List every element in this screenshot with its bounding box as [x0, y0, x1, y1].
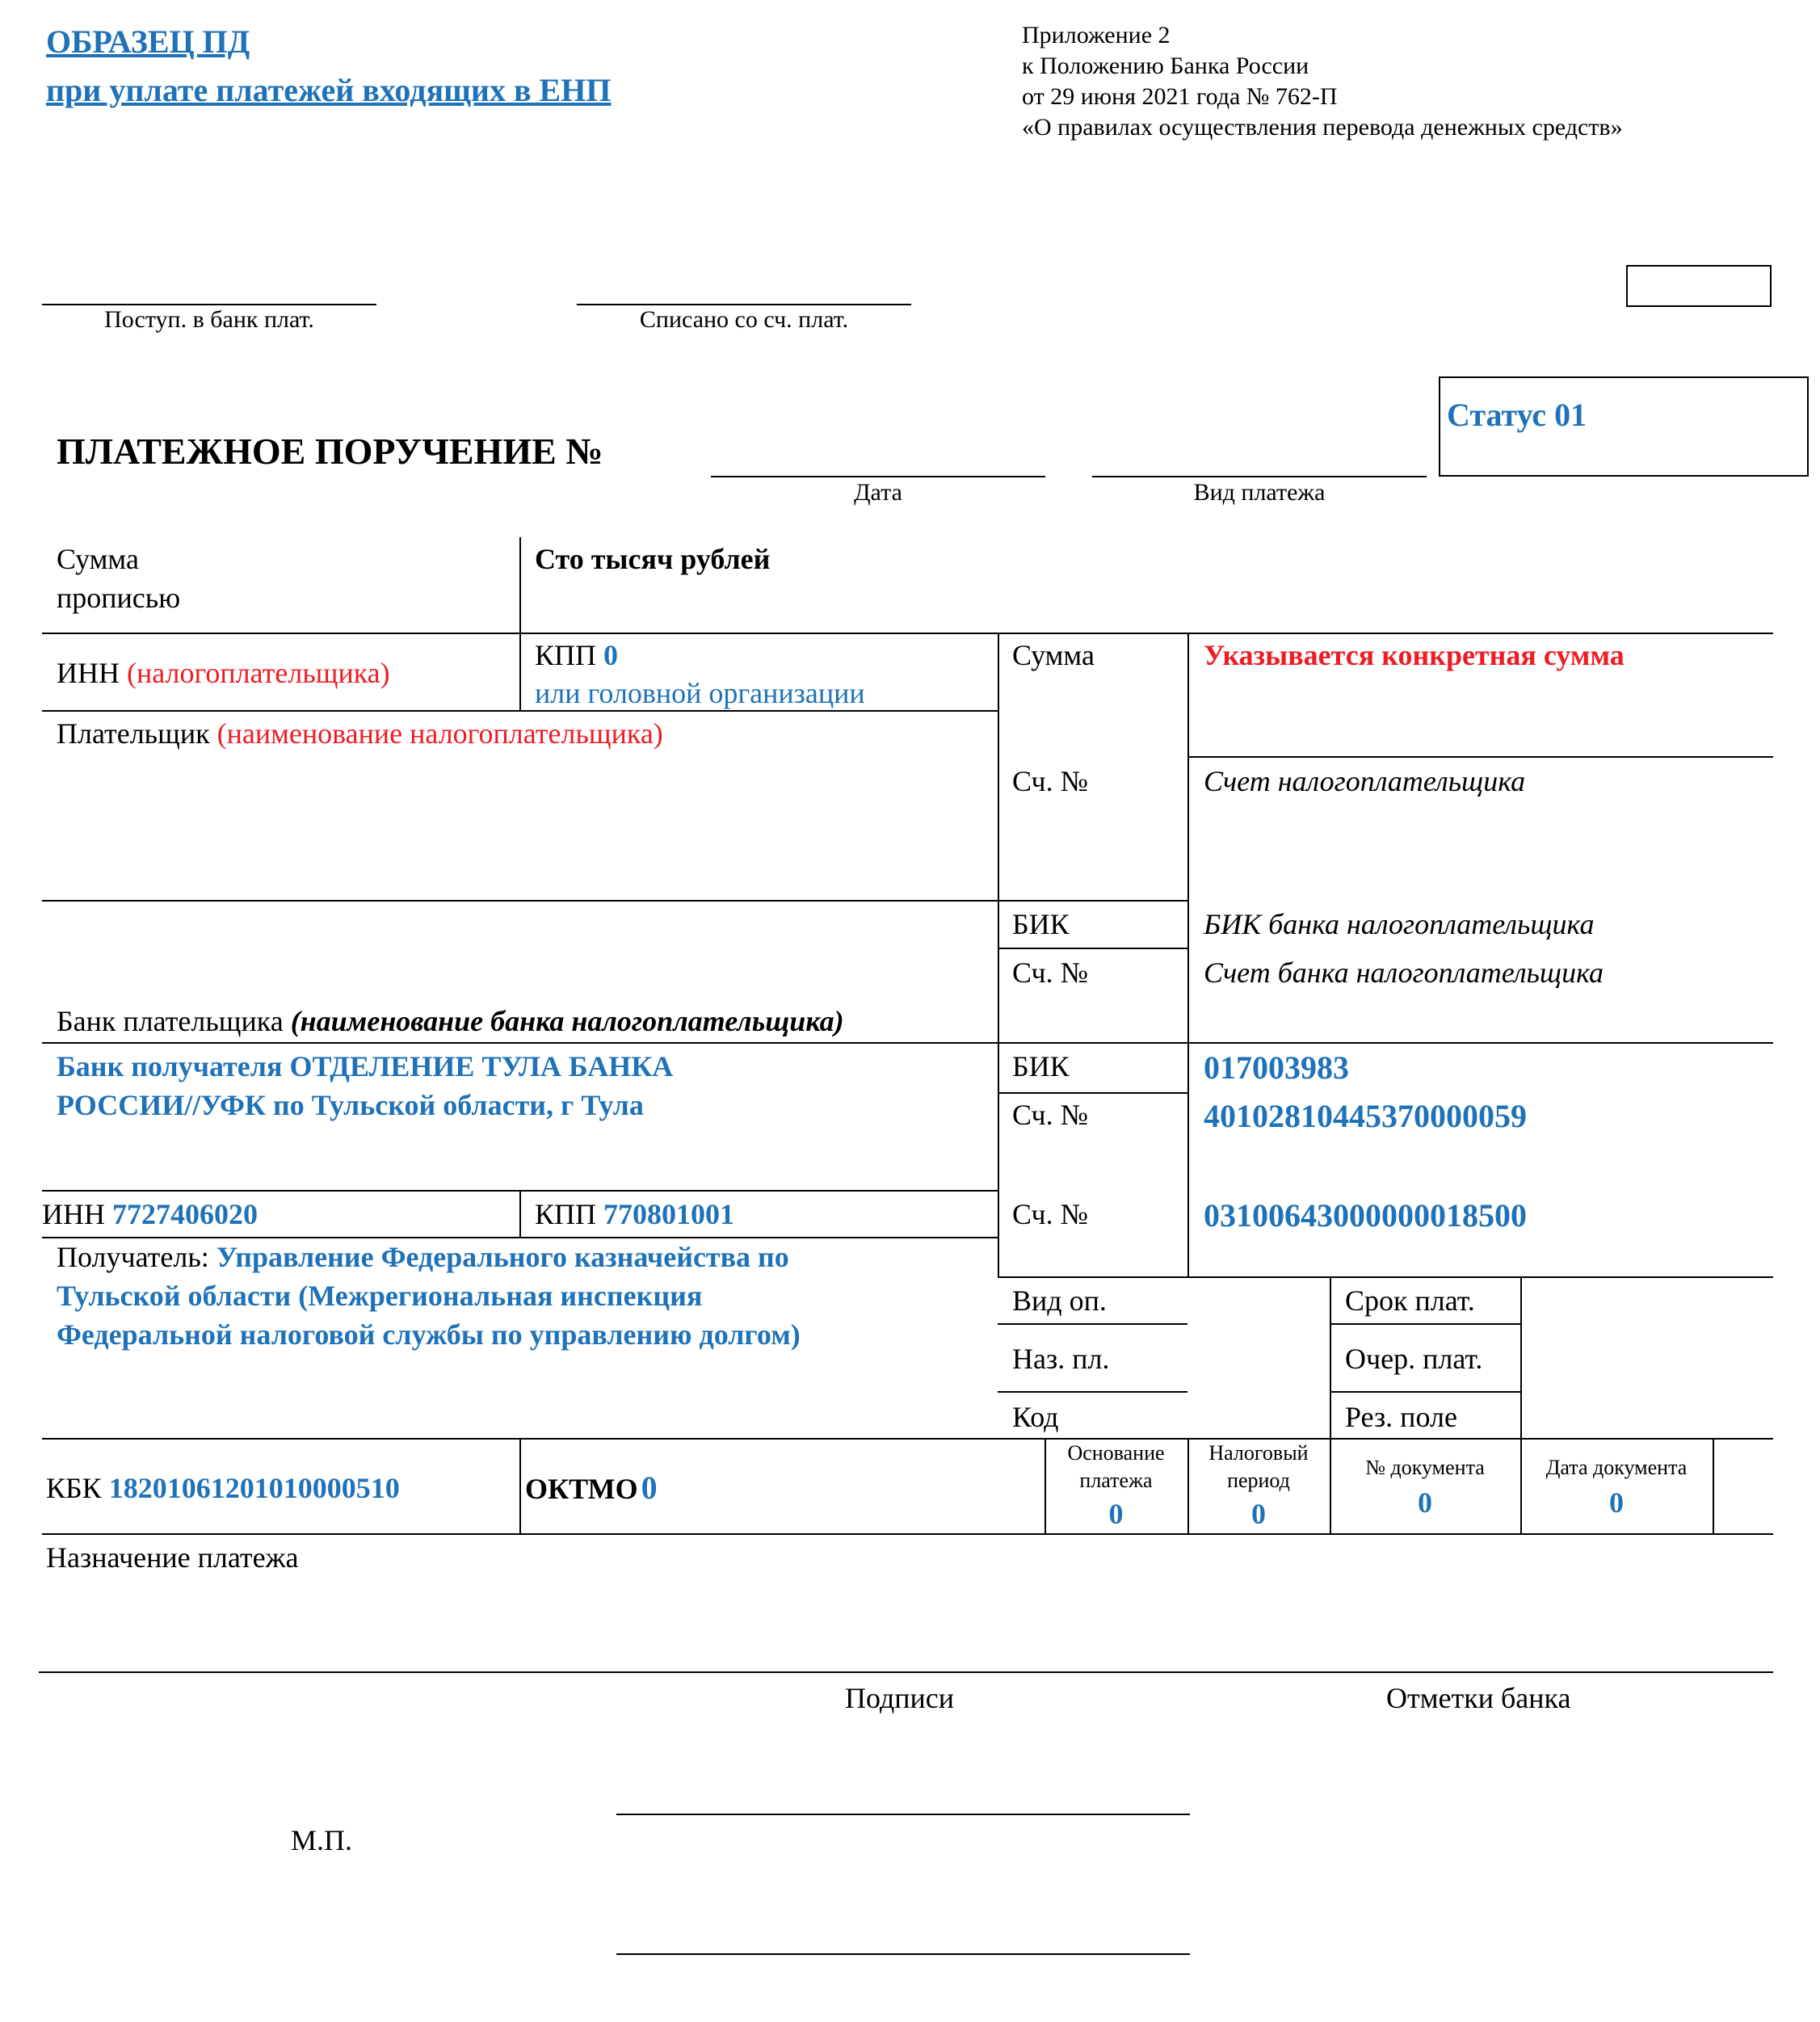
grid-line [42, 1533, 1773, 1535]
payer-kpp-label: КПП [535, 639, 597, 671]
signature-line-1[interactable] [616, 1814, 1190, 1815]
recipient-name-field[interactable] [57, 1239, 789, 1275]
recipient-kpp-field[interactable] [535, 1196, 734, 1232]
kbk-value: 18201061201010000510 [108, 1472, 400, 1504]
received-label: Поступ. в банк плат. [104, 306, 314, 333]
recipient-inn-field[interactable] [42, 1196, 258, 1232]
payer-inn-label: ИНН [57, 657, 120, 689]
order-date-line[interactable] [711, 476, 1045, 477]
basis-label-2: платежа [1079, 1469, 1153, 1492]
basis-value[interactable]: 0 [1108, 1498, 1124, 1530]
grid-line [42, 1237, 998, 1238]
doc-no-label: № документа [1365, 1456, 1485, 1479]
period-value[interactable]: 0 [1251, 1498, 1266, 1530]
recipient-name-1: Управление Федерального казначейства по [216, 1241, 789, 1273]
kbk-label: КБК [46, 1472, 102, 1504]
debited-label: Списано со сч. плат. [639, 306, 849, 333]
recipient-kpp-label: КПП [535, 1198, 597, 1230]
stamp-label: М.П. [291, 1824, 353, 1856]
appendix-line-4: «О правилах осуществления перевода денежных средств» [1022, 114, 1623, 141]
payer-name-field[interactable] [57, 716, 663, 751]
payer-bank-label: Банк плательщика [57, 1005, 284, 1037]
grid-line [39, 1671, 1773, 1673]
recipient-account-value[interactable]: 03100643000000018500 [1204, 1197, 1527, 1234]
grid-line [998, 1276, 1773, 1278]
grid-line [519, 537, 521, 633]
sum-value[interactable]: Указывается конкретная сумма [1204, 639, 1625, 671]
grid-line [998, 633, 999, 1276]
purpose-input[interactable] [42, 1575, 1771, 1664]
code-label: Код [1012, 1401, 1059, 1433]
amount-words-label-1: Сумма [57, 543, 139, 575]
payer-inn-field[interactable] [57, 655, 390, 691]
payer-account-label: Сч. № [1012, 765, 1088, 797]
recipient-bank-label: Банк получателя [57, 1050, 283, 1082]
grid-line [42, 633, 1773, 634]
payer-bank-bik-label: БИК [1012, 908, 1070, 940]
payer-bank-account-label: Сч. № [1012, 956, 1088, 989]
recipient-bank-bik-value[interactable]: 017003983 [1204, 1049, 1349, 1086]
grid-line [1187, 633, 1189, 1276]
payer-kpp-note: или головной организации [535, 677, 865, 709]
sum-label: Сумма [1012, 639, 1095, 671]
payment-type-line[interactable] [1092, 476, 1427, 477]
grid-line [519, 1438, 521, 1533]
appendix-line-2: к Положению Банка России [1022, 53, 1309, 79]
grid-line [42, 900, 998, 902]
order-date-label: Дата [854, 479, 902, 506]
payer-kpp-field[interactable] [535, 637, 618, 673]
recipient-account-label: Сч. № [1012, 1198, 1088, 1230]
grid-line [998, 948, 1187, 949]
grid-line [42, 1438, 1773, 1440]
recipient-inn-label: ИНН [42, 1198, 105, 1230]
grid-line [998, 1391, 1187, 1393]
payer-bank-account-value[interactable]: Счет банка налогоплательщика [1204, 956, 1604, 989]
sample-subtitle: при уплате платежей входящих в ЕНП [46, 72, 612, 108]
appendix-line-3: от 29 июня 2021 года № 762-П [1022, 83, 1338, 110]
recipient-bank-value-1: ОТДЕЛЕНИЕ ТУЛА БАНКА [289, 1050, 674, 1082]
appendix-line-1: Приложение 2 [1022, 22, 1171, 48]
basis-label-1: Основание [1067, 1441, 1165, 1465]
grid-line [998, 1323, 1187, 1325]
status-box[interactable] [1439, 376, 1809, 477]
period-label-1: Налоговый [1208, 1441, 1309, 1465]
payer-bank-bik-value[interactable]: БИК банка налогоплательщика [1204, 908, 1595, 940]
recipient-bank-bik-label: БИК [1012, 1050, 1070, 1082]
grid-line [998, 900, 1187, 902]
grid-line [1187, 756, 1773, 758]
purpose-label: Назначение платежа [46, 1541, 299, 1574]
grid-line [1713, 1438, 1714, 1533]
payer-inn-value: (налогоплательщика) [127, 657, 390, 689]
grid-line [998, 1092, 1187, 1094]
reserve-label: Рез. поле [1345, 1401, 1457, 1433]
payment-type-label: Вид платежа [1193, 479, 1326, 506]
oktmo-field[interactable] [525, 1469, 658, 1507]
recipient-bank-account-label: Сч. № [1012, 1099, 1088, 1131]
doc-date-label: Дата документа [1545, 1456, 1688, 1479]
grid-line [519, 1190, 521, 1237]
payer-bank-field[interactable] [57, 1003, 844, 1039]
oktmo-label: ОКТМО [525, 1473, 638, 1505]
amount-words-label-2: прописью [57, 582, 181, 614]
recipient-bank-value-2: РОССИИ//УФК по Тульской области, г Тула [57, 1089, 644, 1121]
op-type-label: Вид оп. [1012, 1284, 1107, 1317]
recipient-bank-account-value[interactable]: 40102810445370000059 [1204, 1098, 1527, 1134]
payer-bank-value: (наименование банка налогоплательщика) [290, 1005, 844, 1037]
grid-line [1520, 1276, 1522, 1438]
period-label-2: период [1227, 1469, 1290, 1492]
sample-title: ОБРАЗЕЦ ПД [46, 23, 250, 60]
recipient-bank-field[interactable] [57, 1049, 673, 1084]
due-date-label: Срок плат. [1345, 1284, 1475, 1317]
grid-line [42, 1042, 1773, 1044]
priority-label: Очер. плат. [1345, 1343, 1483, 1375]
grid-line [519, 633, 521, 710]
doc-date-value[interactable]: 0 [1609, 1486, 1624, 1519]
signature-line-2[interactable] [616, 1953, 1190, 1955]
payer-account-value[interactable]: Счет налогоплательщика [1204, 765, 1526, 797]
order-title: ПЛАТЕЖНОЕ ПОРУЧЕНИЕ № [57, 431, 603, 472]
recipient-name-3: Федеральной налоговой службы по управлению долгом) [57, 1318, 801, 1351]
grid-line [1330, 1276, 1331, 1438]
grid-line [1330, 1323, 1520, 1325]
recipient-inn-value: 7727406020 [112, 1198, 258, 1230]
oktmo-value: 0 [641, 1469, 658, 1506]
payer-name-label: Плательщик [57, 717, 210, 750]
bank-marks-label: Отметки банка [1386, 1682, 1571, 1714]
amount-words-value[interactable]: Сто тысяч рублей [535, 543, 771, 575]
form-code-box[interactable] [1626, 265, 1772, 307]
recipient-name-label: Получатель: [57, 1241, 209, 1273]
recipient-kpp-value: 770801001 [603, 1198, 735, 1230]
recipient-name-2: Тульской области (Межрегиональная инспекция [57, 1280, 703, 1312]
kbk-field[interactable] [46, 1470, 400, 1506]
pay-purpose-label: Наз. пл. [1012, 1343, 1110, 1375]
signatures-label: Подписи [845, 1682, 955, 1714]
doc-no-value[interactable]: 0 [1418, 1486, 1432, 1519]
payer-kpp-value: 0 [603, 639, 619, 671]
grid-line [1330, 1391, 1520, 1393]
status-value: Статус 01 [1447, 397, 1587, 433]
payer-name-value: (наименование налогоплательщика) [216, 717, 663, 750]
